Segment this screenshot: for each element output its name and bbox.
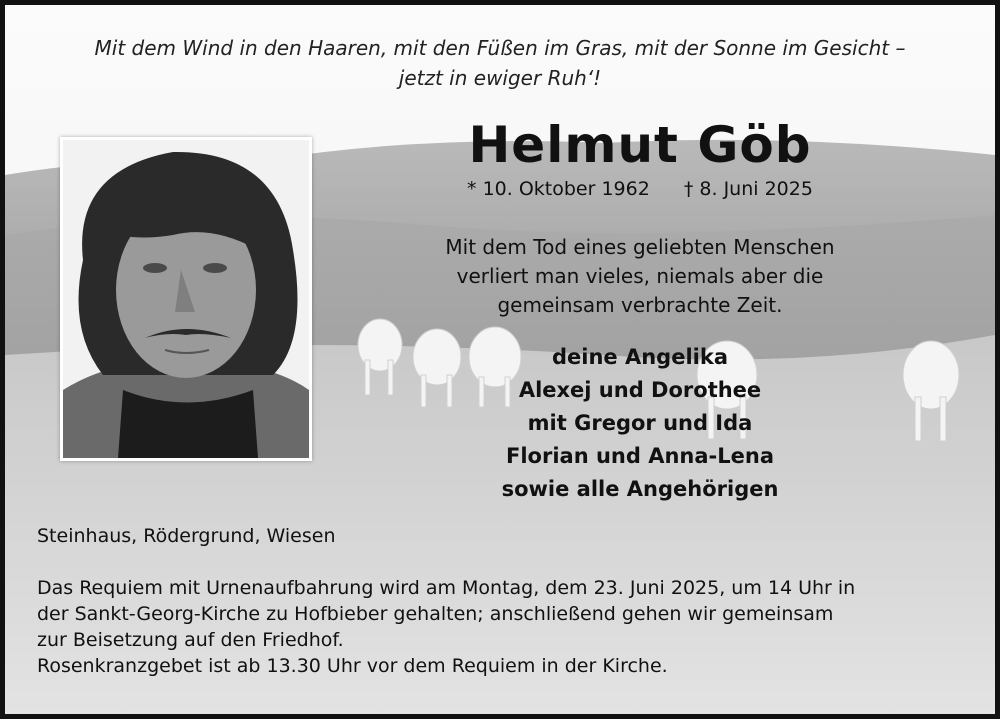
quote-line: verliert man vieles, niemals aber die: [456, 264, 824, 288]
portrait-image: [63, 140, 309, 458]
mourner-line: Alexej und Dorothee: [518, 378, 762, 402]
birth-date: * 10. Oktober 1962: [467, 178, 650, 200]
notice-line: der Sankt-Georg-Kirche zu Hofbieber gehalten; anschließend gehen wir gemeinsam: [37, 603, 834, 625]
mourner-line: mit Gregor und Ida: [527, 411, 753, 435]
notice-line: Das Requiem mit Urnenaufbahrung wird am Montag, dem 23. Juni 2025, um 14 Uhr in: [37, 577, 856, 599]
mourner-line: Florian und Anna-Lena: [506, 444, 774, 468]
quote-line: Mit dem Tod eines geliebten Menschen: [445, 235, 835, 259]
motto-line-1: Mit dem Wind in den Haaren, mit den Füßen im Gras, mit der Sonne im Gesicht –: [94, 36, 906, 60]
memorial-quote: [345, 233, 935, 320]
portrait-photo: [60, 137, 312, 461]
motto-verse: [5, 33, 995, 93]
life-dates: [345, 178, 935, 200]
notice-line: Rosenkranzgebet ist ab 13.30 Uhr vor dem Requiem in der Kirche.: [37, 655, 668, 677]
mourners-list: [345, 341, 935, 506]
deceased-name: Helmut Göb: [468, 116, 812, 174]
quote-line: gemeinsam verbrachte Zeit.: [497, 293, 783, 317]
funeral-notice: [37, 575, 977, 679]
notice-line: zur Beisetzung auf den Friedhof.: [37, 629, 344, 651]
death-date: † 8. Juni 2025: [683, 178, 813, 200]
mourner-line: deine Angelika: [552, 345, 728, 369]
mourner-line: sowie alle Angehörigen: [501, 477, 779, 501]
place-line: Steinhaus, Rödergrund, Wiesen: [37, 525, 336, 547]
motto-line-2: jetzt in ewiger Ruh‘!: [398, 66, 602, 90]
